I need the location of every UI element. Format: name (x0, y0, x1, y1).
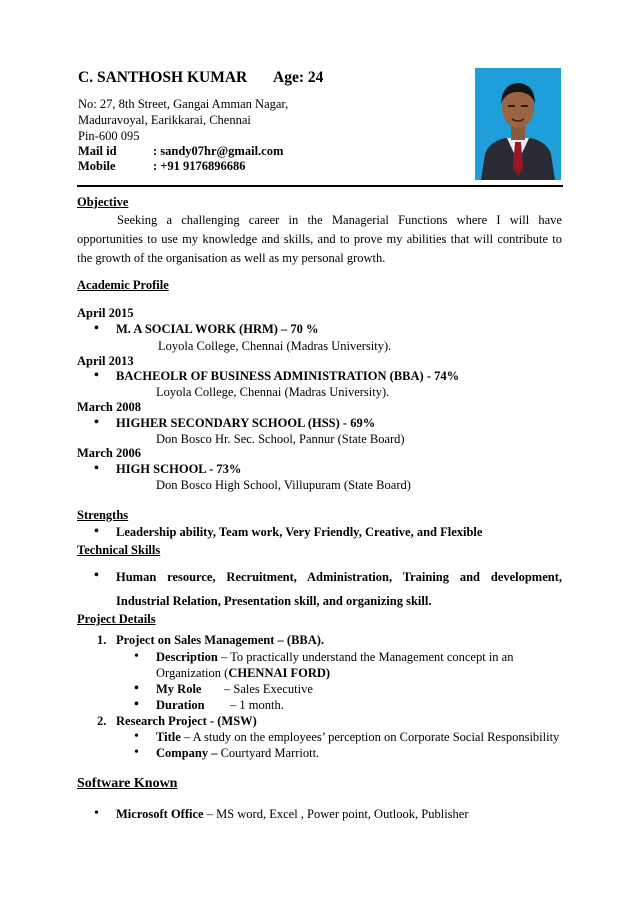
project-1-description-text: – To practically understand the Management concept in an (217, 650, 514, 664)
project-2-company-text: Courtyard Marriott. (217, 746, 320, 760)
strengths-heading: Strengths (77, 508, 129, 522)
academic-degree-1: • M. A SOCIAL WORK (HRM) – 70 % (116, 322, 319, 337)
software-item (116, 807, 469, 822)
academic-institution-4: Don Bosco High School, Villupuram (State Board) (156, 478, 411, 492)
academic-institution-3: Don Bosco Hr. Sec. School, Pannur (State Board) (156, 432, 405, 446)
project-2-topic-label: Title (156, 730, 181, 744)
strengths-text: • Leadership ability, Team work, Very Friendly, Creative, and Flexible (116, 525, 482, 540)
project-2-company-label: Company – (156, 746, 218, 760)
mail-label: Mail id (78, 144, 117, 158)
profile-photo (475, 68, 561, 180)
academic-date-1: April 2015 (77, 306, 134, 320)
mobile-value: : +91 9176896686 (153, 159, 246, 173)
mail-value: : sandy07hr@gmail.com (153, 144, 284, 158)
project-2-company (156, 746, 319, 761)
software-text: – MS word, Excel , Power point, Outlook, Publisher (203, 807, 469, 821)
project-1-duration-label: • Duration (156, 698, 205, 713)
academic-degree-4: • HIGH SCHOOL - 73% (116, 462, 241, 477)
candidate-age: Age: 24 (273, 69, 324, 86)
address-line-2: Maduravoyal, Earikkarai, Chennai (78, 113, 251, 127)
project-1-org-name: CHENNAI FORD) (228, 666, 331, 680)
objective-heading: Objective (77, 195, 129, 209)
software-label: Microsoft Office (116, 807, 204, 821)
technical-heading: Technical Skills (77, 543, 161, 557)
academic-institution-1: Loyola College, Chennai (Madras University). (158, 339, 392, 353)
academic-date-3: March 2008 (77, 400, 141, 414)
technical-text: • Human resource, Recruitment, Administration, Training and development, Industrial Relation, Presentation skill, and organizing skill. (116, 565, 562, 613)
academic-date-2: April 2013 (77, 354, 134, 368)
project-1-description-label: Description (156, 650, 218, 664)
academic-institution-2: Loyola College, Chennai (Madras University). (156, 385, 390, 399)
mobile-label: Mobile (78, 159, 116, 173)
projects-heading: Project Details (77, 612, 156, 626)
project-1-description (156, 650, 513, 665)
academic-heading: Academic Profile (77, 278, 169, 292)
academic-degree-3: • HIGHER SECONDARY SCHOOL (HSS) - 69% (116, 416, 375, 431)
candidate-name: C. SANTHOSH KUMAR (78, 69, 248, 86)
objective-text: Seeking a challenging career in the Managerial Functions where I will have opportunities to use my knowledge and skills, and to prove my abilities that will contribute to the growth of the organisation as well as my personal growth. (77, 213, 562, 265)
project-1-title: Project on Sales Management – (BBA). (116, 633, 325, 647)
software-heading: Software Known (77, 776, 178, 791)
project-1-number: 1. (97, 633, 107, 647)
project-1-org-prefix: Organization ( (156, 666, 229, 680)
project-2-topic-text: – A study on the employees’ perception on Corporate Social Responsibility (180, 730, 560, 744)
project-2-title: Research Project - (MSW) (116, 714, 257, 728)
project-2-number: 2. (97, 714, 107, 728)
project-1-duration-text: – 1 month. (230, 698, 284, 712)
academic-date-4: March 2006 (77, 446, 141, 460)
header-divider (77, 185, 563, 187)
address-line-1: No: 27, 8th Street, Gangai Amman Nagar, (78, 97, 289, 111)
project-2-topic (156, 730, 559, 745)
project-1-description-cont (156, 666, 330, 681)
portrait-image (475, 68, 561, 180)
academic-degree-2: • BACHEOLR OF BUSINESS ADMINISTRATION (BBA) - 74% (116, 369, 459, 384)
project-1-role-text: – Sales Executive (224, 682, 313, 696)
project-1-role-label: • My Role (156, 682, 201, 697)
address-pin: Pin-600 095 (78, 129, 140, 143)
